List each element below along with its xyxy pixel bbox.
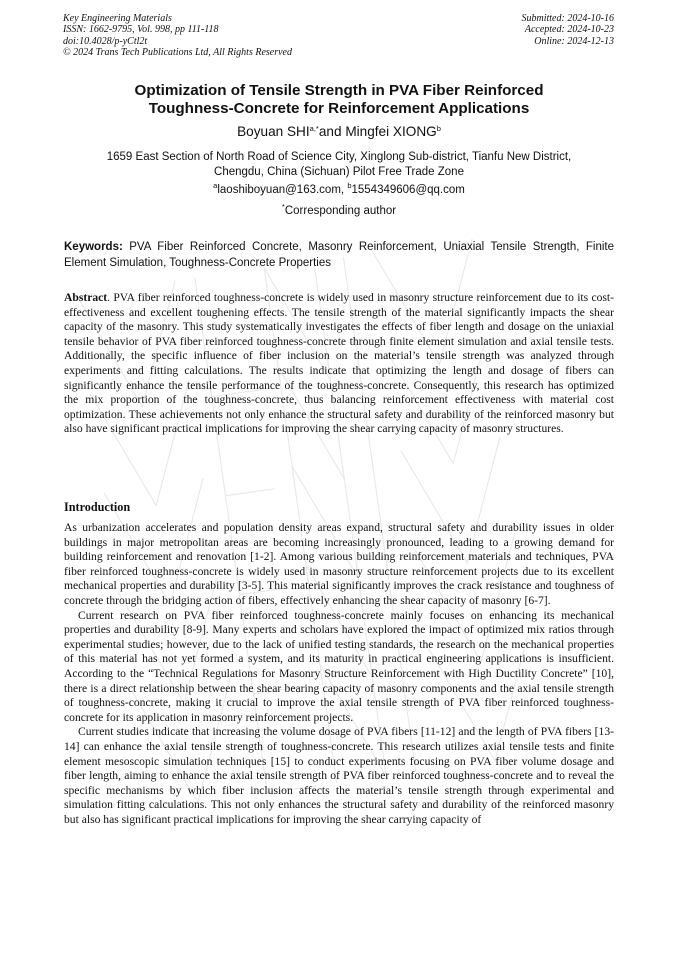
publication-dates-header	[522, 13, 615, 47]
author-conjunction: and	[318, 124, 342, 139]
introduction-body	[64, 521, 614, 827]
paper-title	[60, 82, 618, 118]
author-emails	[60, 181, 618, 196]
intro-paragraph: Current studies indicate that increasing the volume dosage of PVA fibers [11-12] and the length of PVA fibers [13-14] can enhance the axial tensile strength of toughness-concrete. This research utilizes axial tensile tests and finite element mesoscopic simulation techniques [15] to conduct experiments focusing on PVA fiber volume dosage and fiber length, aiming to enhance the axial tensile strength of PVA fiber reinforced toughness-concrete and to reveal the specific mechanisms by which fiber inclusion affects the material’s tensile strength through experimental and simulation fitting calculations. This not only enhances the structural safety and durability of the reinforced masonry but also has significant practical implications for improving the shear carrying capacity of	[64, 725, 614, 826]
keywords-block	[64, 240, 614, 271]
accepted-date: Accepted: 2024-10-23	[524, 24, 614, 36]
introduction-heading: Introduction	[64, 500, 131, 514]
corresponding-marker: *	[281, 202, 285, 211]
paper-title-line-1: Optimization of Tensile Strength in PVA Fiber Reinforced	[134, 82, 544, 99]
journal-info-header	[63, 13, 292, 58]
journal-issn: ISSN: 1662-9795, Vol. 998, pp 111-118	[63, 24, 219, 36]
corresponding-text: Corresponding author	[284, 205, 397, 217]
author-2-name: Mingfei XIONG	[345, 124, 437, 139]
keywords-text: PVA Fiber Reinforced Concrete, Masonry Reinforcement, Uniaxial Tensile Strength, Finite Element Simulation, Toughness-Concrete Properties	[64, 241, 614, 269]
affiliation	[66, 150, 612, 179]
author-1-marker: a,*	[309, 124, 319, 133]
intro-paragraph: Current research on PVA fiber reinforced toughness-concrete mainly focuses on enhancing its mechanical properties and durability [8-9]. Many experts and scholars have explored the impact of optimized mix ratios through experimental studies; however, due to the lack of unified testing standards, the research on the mechanical properties of this material has not yet formed a system, and its maturity in practical engineering applications is insufficient. According to the “Technical Regulations for Masonry Structure Reinforcement with High Ductility Concrete” [10], there is a direct relationship between the shear bearing capacity of masonry components and the axial tensile strength of toughness-concrete, making it crucial to improve the axial tensile strength of PVA fiber reinforced toughness-concrete for its application in masonry reinforcement projects.	[64, 608, 614, 724]
paper-title-line-2: Toughness-Concrete for Reinforcement Applications	[148, 100, 530, 117]
submitted-date: Submitted: 2024-10-16	[521, 13, 614, 24]
author-1-name: Boyuan SHI	[237, 124, 310, 139]
copyright-notice: © 2024 Trans Tech Publications Ltd, All Rights Reserved	[63, 46, 292, 58]
journal-doi: doi:10.4028/p-yCtl2t	[63, 35, 148, 47]
author-2-marker: b	[436, 124, 441, 133]
email-a-marker: a	[213, 181, 218, 190]
author-list	[60, 124, 618, 139]
abstract-block	[64, 291, 614, 437]
online-date: Online: 2024-12-13	[534, 35, 614, 47]
abstract-text: . PVA fiber reinforced toughness-concrete is widely used in masonry structure reinforcement due to its cost-effectiveness and excellent toughening effects. The tensile strength of the material significantly impacts the shear capacity of the masonry. This study systematically investigates the effects of fiber length and dosage on the uniaxial tensile behavior of PVA fiber reinforced toughness-concrete through finite element simulation and axial tensile tests. Additionally, the specific influence of fiber inclusion on the material’s tensile strength was analyzed through experiments and fitting calculations. The results indicate that optimizing the length and dosage of fibers can significantly enhance the tensile performance of the toughness-concrete. Consequently, this research has optimized the mix proportion of the toughness-concrete, thus balancing reinforcement effectiveness with material cost optimization. These achievements not only enhance the structural safety and durability of the reinforced masonry but also have significant practical implications for improving the shear carrying capacity of masonry structures.	[64, 291, 614, 436]
keywords-label: Keywords:	[64, 241, 123, 253]
email-b-marker: b	[347, 181, 352, 190]
email-b: 1554349606@qq.com	[351, 184, 465, 196]
abstract-label: Abstract	[64, 291, 108, 304]
corresponding-author-note	[60, 202, 618, 217]
journal-name: Key Engineering Materials	[63, 13, 172, 24]
affiliation-line-2: Chengdu, China (Sichuan) Pilot Free Trade Zone	[214, 165, 464, 178]
intro-paragraph: As urbanization accelerates and population density areas expand, structural safety and durability issues in older buildings in major metropolitan areas are becoming increasingly pronounced, leading to a growing demand for building reinforcement and renovation [1-2]. Among various building reinforcement materials and techniques, PVA fiber reinforced toughness-concrete is widely used in masonry structure reinforcement projects due to its excellent mechanical properties and durability [3-5]. This material significantly improves the crack resistance and toughness of concrete through the bridging action of fibers, effectively enhancing the shear capacity of masonry [6-7].	[64, 521, 614, 607]
email-a: laoshiboyuan@163.com,	[217, 184, 345, 196]
affiliation-line-1: 1659 East Section of North Road of Science City, Xinglong Sub-district, Tianfu New District,	[106, 151, 572, 163]
